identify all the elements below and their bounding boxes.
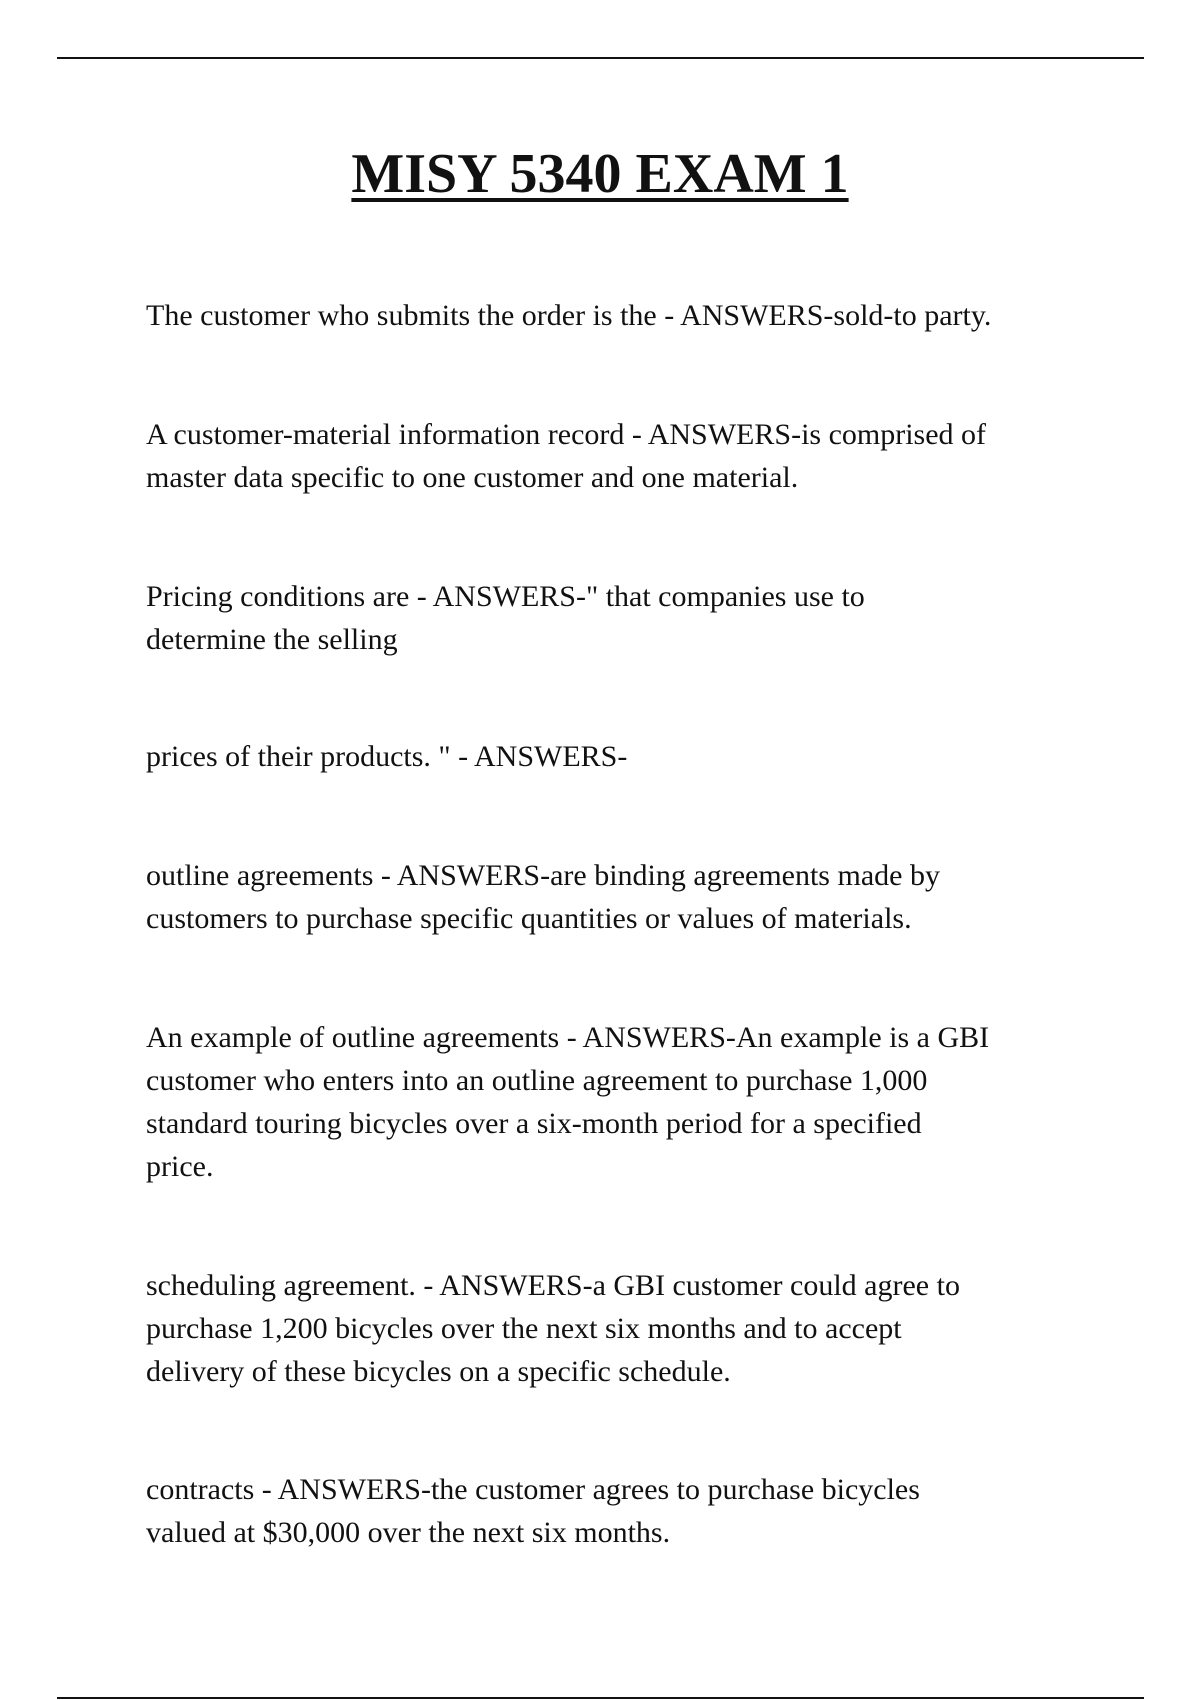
top-rule [57, 57, 1144, 59]
qa-paragraph-6: An example of outline agreements - ANSWERS-An example is a GBI customer who enters into an outline agreement to purchase 1,000 standard touring bicycles over a six-month period for a specified price. [146, 1021, 990, 1183]
qa-paragraph-4: prices of their products. " - ANSWERS- [146, 740, 628, 773]
qa-paragraph-2: A customer-material information record - ANSWERS-is comprised of master data specific to one customer and one material. [146, 418, 987, 494]
qa-paragraph-5: outline agreements - ANSWERS-are binding agreements made by customers to purchase specific quantities or values of materials. [146, 859, 940, 935]
qa-paragraph-3: Pricing conditions are - ANSWERS-" that companies use to determine the selling [146, 580, 865, 656]
qa-paragraph-1: The customer who submits the order is the - ANSWERS-sold-to party. [146, 299, 992, 332]
qa-paragraph-7: scheduling agreement. - ANSWERS-a GBI customer could agree to purchase 1,200 bicycles over the next six months and to accept delivery of these bicycles on a specific schedule. [146, 1269, 960, 1388]
bottom-rule [57, 1697, 1144, 1699]
page-title-text: MISY 5340 EXAM 1 [351, 143, 849, 205]
page-title [0, 142, 1200, 206]
qa-paragraph-8: contracts - ANSWERS-the customer agrees to purchase bicycles valued at $30,000 over the next six months. [146, 1473, 920, 1549]
